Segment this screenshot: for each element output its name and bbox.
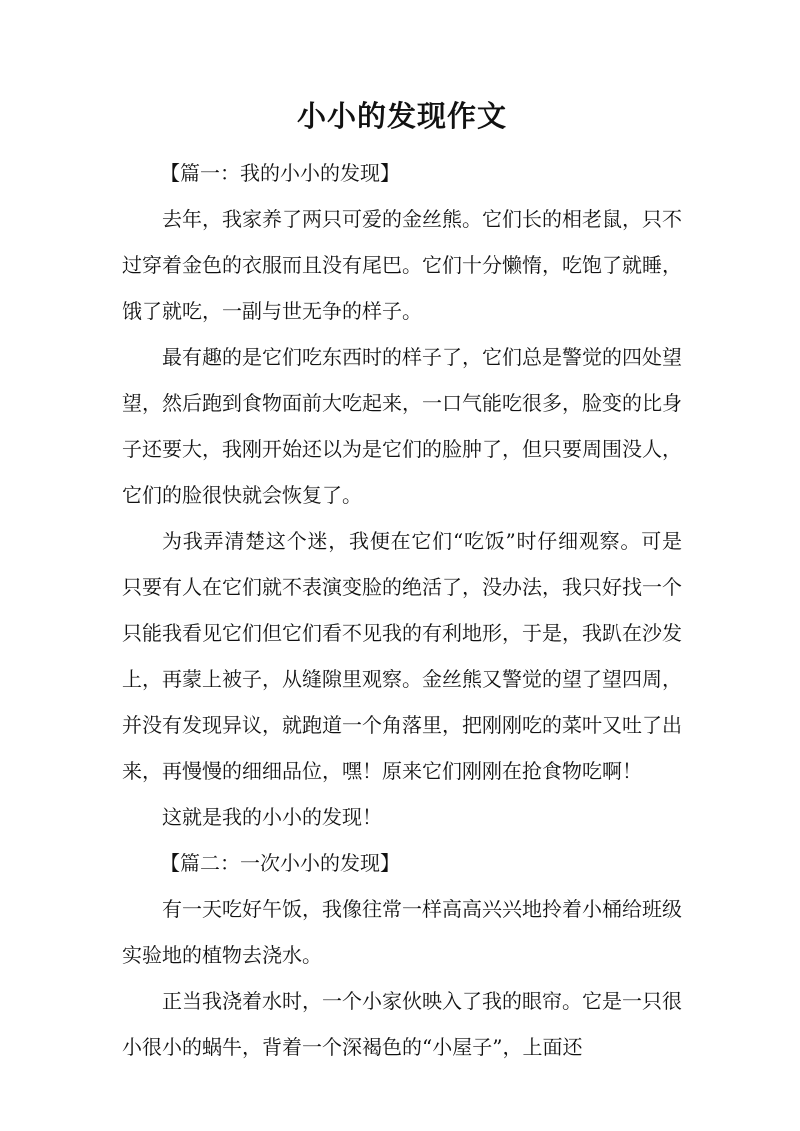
section-1-paragraph-2: 最有趣的是它们吃东西时的样子了，它们总是警觉的四处望望，然后跑到食物面前大吃起来，一口气能吃很多，脸变的比身子还要大，我刚开始还以为是它们的脸肿了，但只要周围没人，它们的脸很快就会恢复了。: [122, 345, 682, 507]
section-1-paragraph-1: 去年，我家养了两只可爱的金丝熊。它们长的相老鼠，只不过穿着金色的衣服而且没有尾巴。它们十分懒惰，吃饱了就睡，饿了就吃，一副与世无争的样子。: [122, 207, 682, 323]
document-page: [122, 90, 682, 1070]
section-1-paragraph-4: 这就是我的小小的发现！: [162, 805, 382, 829]
section-1-heading: 【篇一：我的小小的发现】: [160, 161, 400, 185]
section-2-paragraph-1: 有一天吃好午饭，我像往常一样高高兴兴地拎着小桶给班级实验地的植物去浇水。: [122, 897, 682, 967]
document-title: 小小的发现作文: [296, 99, 507, 133]
section-1: [122, 150, 682, 840]
section-1-paragraph-3: 为我弄清楚这个迷，我便在它们“吃饭”时仔细观察。可是只要有人在它们就不表演变脸的绝活了，没办法，我只好找一个只能我看见它们但它们看不见我的有利地形，于是，我趴在沙发上，再蒙上被子，从缝隙里观察。金丝熊又警觉的望了望四周，并没有发现异议，就跑道一个角落里，把刚刚吃的菜叶又吐了出来，再慢慢的细细品位，嘿！原来它们刚刚在抢食物吃啊！: [122, 529, 682, 783]
section-2-paragraph-2: 正当我浇着水时，一个小家伙映入了我的眼帘。它是一只很小很小的蜗牛，背着一个深褐色的“小屋子”，上面还: [122, 989, 682, 1059]
section-2: [122, 840, 682, 1070]
section-2-heading: 【篇二：一次小小的发现】: [160, 851, 400, 875]
